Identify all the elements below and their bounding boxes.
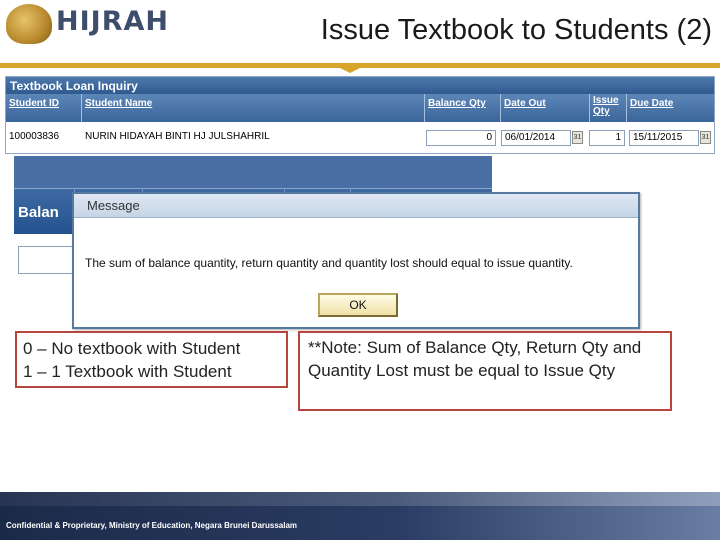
due-date-calendar-icon[interactable]: 31: [700, 131, 711, 144]
message-dialog: [72, 192, 640, 329]
column-header-issue-qty[interactable]: Issue Qty: [590, 94, 627, 122]
column-header-balance-qty[interactable]: Balance Qty: [425, 94, 501, 122]
hijrah-logo: [0, 0, 169, 50]
balance-qty-input[interactable]: 0: [426, 130, 496, 146]
column-header-due-date[interactable]: Due Date: [630, 98, 674, 109]
ok-button[interactable]: OK: [318, 293, 398, 317]
page-title: Issue Textbook to Students (2): [320, 14, 712, 46]
sum-rule-note: [298, 331, 672, 411]
emblem-icon: [6, 4, 52, 44]
legend-line-1: 1 – 1 Textbook with Student: [23, 362, 232, 381]
column-header-student-id[interactable]: Student ID: [6, 94, 82, 122]
background-window-top: [14, 156, 492, 188]
dialog-title: Message: [74, 194, 638, 218]
footer-confidential-text: Confidential & Proprietary, Ministry of Education, Negara Brunei Darussalam: [6, 521, 298, 530]
due-date-input[interactable]: 15/11/2015: [629, 130, 699, 146]
grid-header-row: [6, 94, 714, 122]
issue-qty-input[interactable]: 1: [589, 130, 625, 146]
table-row: [6, 123, 714, 153]
balance-label: Balan: [18, 204, 59, 221]
header-notch: [330, 63, 370, 73]
logo-text: HIJRAH: [56, 6, 169, 37]
qty-legend-note: [15, 331, 288, 388]
date-out-calendar-icon[interactable]: 31: [572, 131, 583, 144]
date-out-input[interactable]: 06/01/2014: [501, 130, 571, 146]
sum-rule-text: **Note: Sum of Balance Qty, Return Qty and Quantity Lost must be equal to Issue Qty: [308, 338, 642, 380]
column-header-date-out[interactable]: Date Out: [501, 94, 590, 122]
column-header-student-name[interactable]: Student Name: [82, 94, 425, 122]
footer-highlight: [0, 492, 720, 506]
dialog-message: The sum of balance quantity, return quantity and quantity lost should equal to issue quantity.: [85, 256, 573, 270]
cell-student-id: 100003836: [9, 131, 60, 142]
textbook-loan-inquiry-grid: [5, 76, 715, 154]
cell-student-name: NURIN HIDAYAH BINTI HJ JULSHAHRIL: [85, 131, 270, 142]
slide-header: [0, 0, 720, 68]
grid-title: Textbook Loan Inquiry: [6, 77, 714, 94]
legend-line-0: 0 – No textbook with Student: [23, 339, 241, 358]
